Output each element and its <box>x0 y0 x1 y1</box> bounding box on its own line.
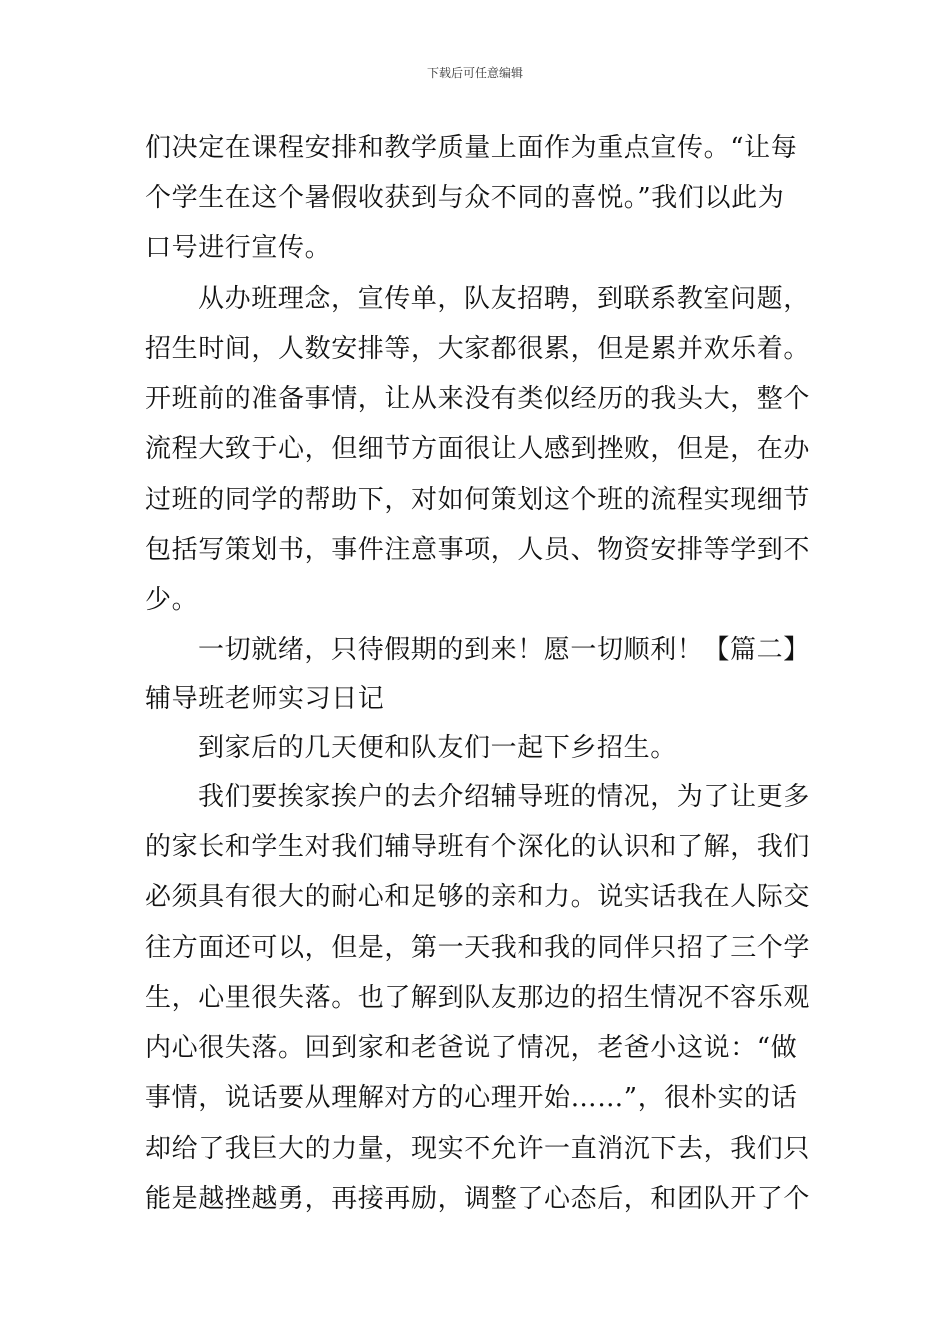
body-line: 口号进行宣传。 <box>145 233 332 263</box>
paragraph-start-line: 到家后的几天便和队友们一起下乡招生。 <box>198 733 677 763</box>
body-line: 过班的同学的帮助下，对如何策划这个班的流程实现细节 <box>145 485 811 515</box>
section-title-line: 辅导班老师实习日记 <box>145 684 385 714</box>
body-line: 个学生在这个暑假收获到与众不同的喜悦。”我们以此为 <box>145 183 785 213</box>
paragraph-start-line: 一切就绪，只待假期的到来！愿一切顺利！【篇二】 <box>198 635 810 665</box>
body-line: 少。 <box>145 585 199 615</box>
body-line: 开班前的准备事情，让从来没有类似经历的我头大，整个 <box>145 384 811 414</box>
body-line: 内心很失落。回到家和老爸说了情况，老爸小这说：“做 <box>145 1033 798 1063</box>
body-line: 往方面还可以，但是，第一天我和我的同伴只招了三个学 <box>145 933 811 963</box>
page-header: 下载后可任意编辑 <box>426 66 523 80</box>
body-line: 必须具有很大的耐心和足够的亲和力。说实话我在人际交 <box>145 882 811 912</box>
body-line: 生，心里很失落。也了解到队友那边的招生情况不容乐观 <box>145 983 811 1013</box>
body-line: 招生时间，人数安排等，大家都很累，但是累并欢乐着。 <box>145 334 811 364</box>
body-line: 的家长和学生对我们辅导班有个深化的认识和了解，我们 <box>145 832 811 862</box>
body-line: 们决定在课程安排和教学质量上面作为重点宣传。“让每 <box>145 133 798 163</box>
body-line: 包括写策划书，事件注意事项，人员、物资安排等学到不 <box>145 535 811 565</box>
body-line: 流程大致于心，但细节方面很让人感到挫败，但是，在办 <box>145 434 811 464</box>
paragraph-start-line: 我们要挨家挨户的去介绍辅导班的情况，为了让更多 <box>198 782 810 812</box>
body-line: 能是越挫越勇，再接再励，调整了心态后，和团队开了个 <box>145 1184 811 1214</box>
body-line: 事情，说话要从理解对方的心理开始……”，很朴实的话 <box>145 1083 798 1113</box>
body-line: 却给了我巨大的力量，现实不允许一直消沉下去，我们只 <box>145 1134 811 1164</box>
paragraph-start-line: 从办班理念，宣传单，队友招聘，到联系教室问题， <box>198 284 810 314</box>
